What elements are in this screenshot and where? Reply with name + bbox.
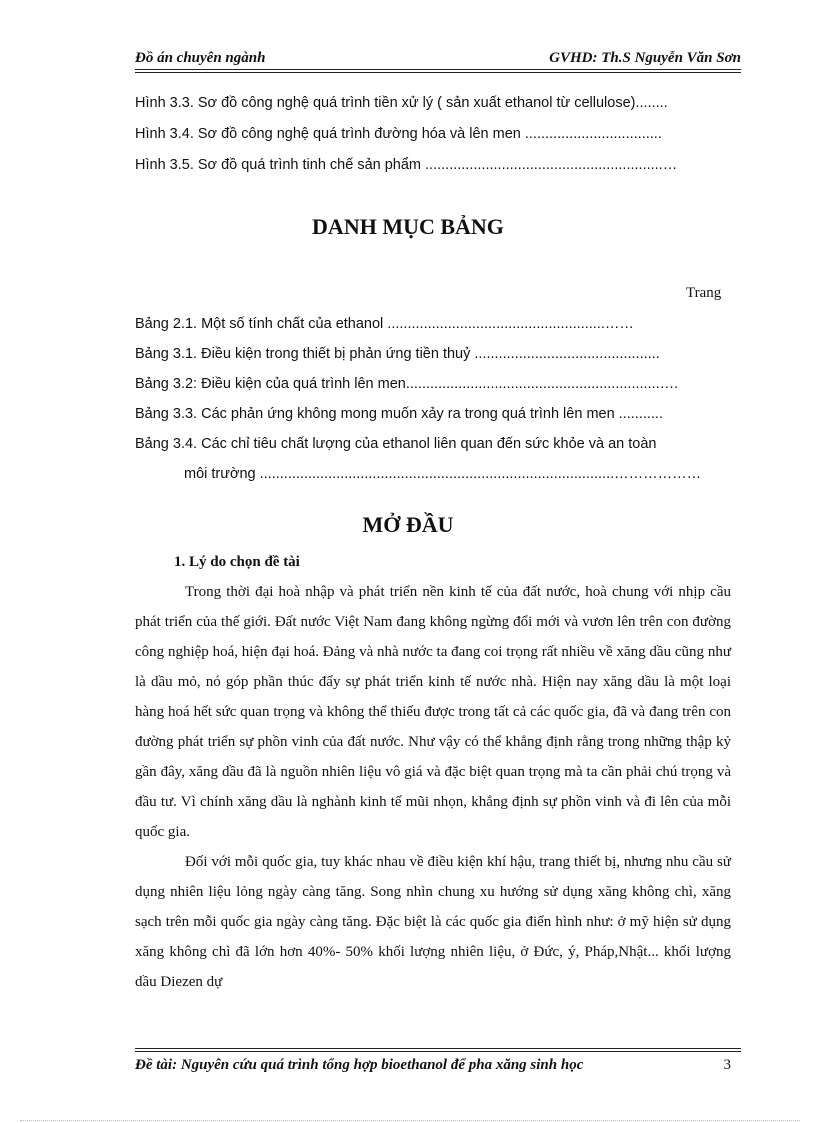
paragraph-2: Đối với mỗi quốc gia, tuy khác nhau về điều kiện khí hậu, trang thiết bị, nhưng nhu cầu sử dụng nhiên liệu lỏng ngày càng tăng. Song nhìn chung xu hướng sử dụng xăng không chì, xăng sạch trên mỗi quốc gia ngày càng tăng. Đặc biệt là các quốc gia điển hình như: ở mỹ hiện sử dụng xăng không chì đã lớn hơn 40%- 50% khối lượng nhiên liệu, ở Đức, ý, Pháp,Nhật... khối lượng dầu Diezen dự — [135, 854, 731, 990]
page-number: 3 — [723, 1057, 731, 1073]
table-entry: Bảng 3.4. Các chỉ tiêu chất lượng của ethanol liên quan đến sức khỏe và an toàn — [135, 436, 657, 452]
page-column-label: Trang — [686, 285, 722, 301]
table-entry-continued: môi trường ........................................................................................……………… — [184, 466, 702, 482]
table-entry: Bảng 3.3. Các phản ứng không mong muốn xảy ra trong quá trình lên men ........... — [135, 406, 663, 422]
footer-rule — [135, 1048, 741, 1049]
footer-rule-2 — [135, 1051, 741, 1052]
header-rule-2 — [135, 72, 741, 73]
footer-title: Đề tài: Nguyên cứu quá trình tổng hợp bioethanol để pha xăng sinh học — [135, 1057, 584, 1073]
body-text — [135, 577, 731, 997]
section-heading: 1. Lý do chọn đề tài — [174, 554, 300, 570]
page-footer — [135, 1057, 735, 1079]
figure-entry: Hình 3.3. Sơ đồ công nghệ quá trình tiền xử lý ( sản xuất ethanol từ cellulose)........ — [135, 95, 668, 111]
page-header — [135, 48, 741, 70]
figure-entry: Hình 3.4. Sơ đồ công nghệ quá trình đường hóa và lên men .................................. — [135, 126, 662, 142]
header-left: Đồ án chuyên ngành — [135, 50, 266, 66]
header-rule — [135, 69, 741, 70]
tables-list-title: DANH MỤC BẢNG — [312, 214, 504, 239]
page-bottom-border — [20, 1120, 800, 1121]
table-entry: Bảng 3.1. Điều kiện trong thiết bị phản ứng tiền thuỷ .............................................. — [135, 346, 660, 362]
header-right: GVHD: Th.S Nguyễn Văn Sơn — [549, 50, 741, 66]
table-entry: Bảng 3.2: Điều kiện của quá trình lên men...............................................................…. — [135, 376, 679, 392]
intro-title: MỞ ĐẦU — [362, 512, 454, 537]
figure-entry: Hình 3.5. Sơ đồ quá trình tinh chế sản phẩm ...........................................................… — [135, 157, 678, 173]
paragraph-1: Trong thời đại hoà nhập và phát triển nền kinh tế của đất nước, hoà chung với nhịp cầu phát triển của thế giới. Đất nước Việt Nam đang không ngừng đổi mới và vươn lên trên con đường công nghiệp hoá, hiện đại hoá. Đảng và nhà nước ta đang coi trọng rất nhiều về xăng dầu cũng như là dầu mỏ, nó góp phần thúc đẩy sự phát triển kinh tế nước nhà. Hiện nay xăng dầu là một loại hàng hoá hết sức quan trọng và không thể thiếu được trong tất cả các quốc gia, đã và đang trên con đường phát triển sự phồn vinh của đất nước. Như vậy có thể khẳng định rằng trong những thập kỷ gần đây, xăng dầu đã là nguồn nhiên liệu vô giá và đặc biệt quan trọng mà ta cần phải chú trọng và đầu tư. Vì chính xăng dầu là nghành kinh tế mũi nhọn, khẳng định sự phồn vinh và đi lên của mỗi quốc gia. — [135, 584, 731, 840]
table-entry: Bảng 2.1. Một số tính chất của ethanol ......................................................…… — [135, 316, 634, 332]
